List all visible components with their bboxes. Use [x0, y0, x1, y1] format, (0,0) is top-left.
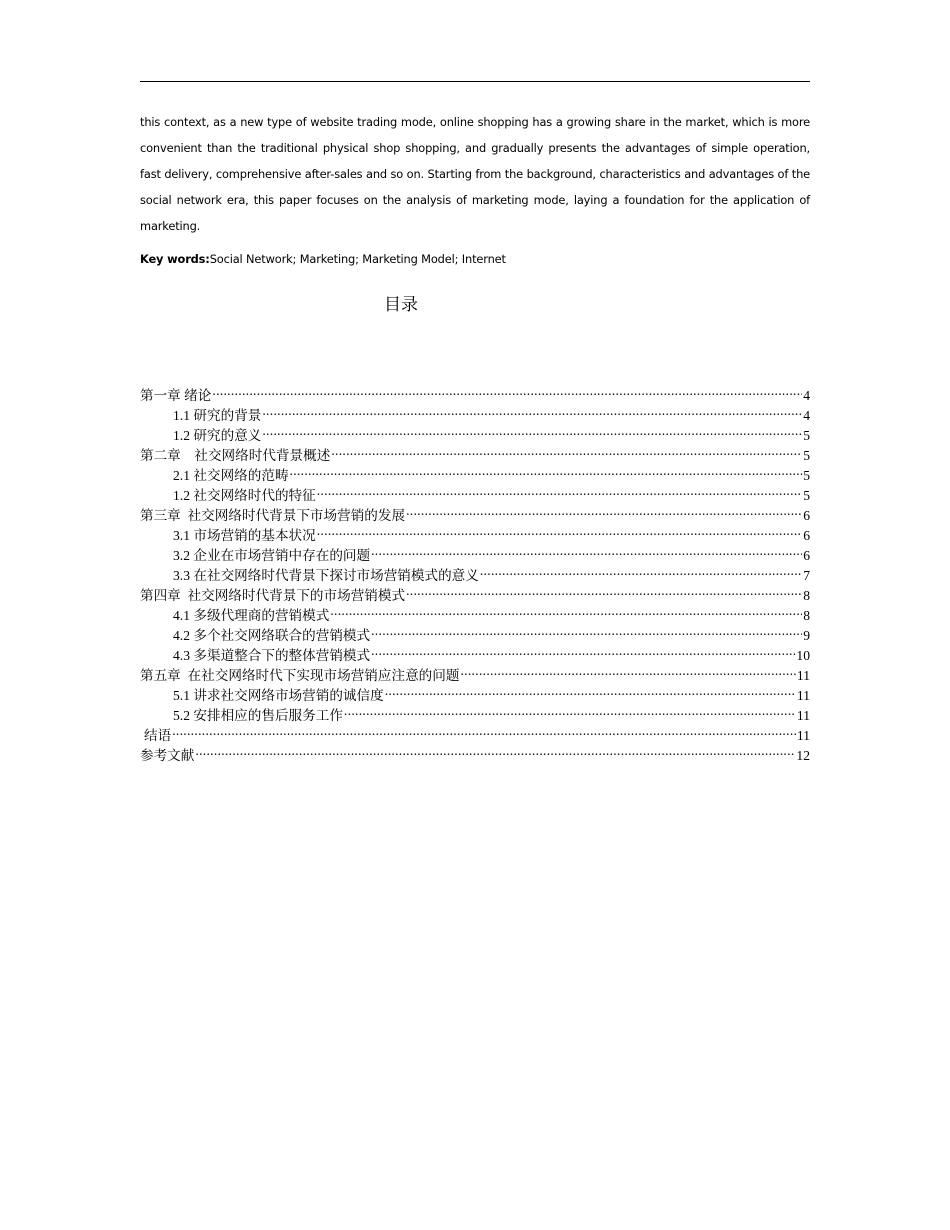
toc-leader-dots	[262, 400, 802, 420]
toc-entry-label: 1.2 研究的意义	[173, 428, 262, 443]
toc-entry-label: 参考文献	[140, 748, 195, 763]
toc-entry-label: 1.2 社交网络时代的特征	[173, 488, 316, 503]
toc-entry-label: 4.3 多渠道整合下的整体营销模式	[173, 648, 371, 663]
table-of-contents	[140, 380, 810, 763]
toc-entry-1-1[interactable]	[140, 400, 810, 423]
toc-leader-dots	[371, 640, 795, 660]
toc-entry-page: 7	[803, 568, 810, 583]
toc-entry-page: 5	[803, 468, 810, 483]
toc-leader-dots	[460, 660, 795, 680]
toc-leader-dots	[331, 440, 802, 460]
toc-entry-page: 5	[803, 428, 810, 443]
toc-leader-dots	[406, 500, 802, 520]
toc-leader-dots	[290, 460, 803, 480]
toc-leader-dots	[212, 380, 802, 400]
toc-entry-page: 8	[803, 608, 810, 623]
toc-leader-dots	[262, 420, 802, 440]
header-rule	[140, 81, 810, 82]
toc-entry-chapter-1[interactable]	[140, 380, 810, 403]
toc-entry-page: 10	[796, 648, 810, 663]
toc-leader-dots	[480, 560, 802, 580]
toc-leader-dots	[330, 600, 802, 620]
toc-leader-dots	[317, 480, 802, 500]
toc-leader-dots	[317, 520, 802, 540]
toc-entry-references[interactable]	[140, 740, 810, 763]
toc-entry-label: 1.1 研究的背景	[173, 408, 262, 423]
toc-entry-page: 11	[796, 728, 810, 743]
toc-leader-dots	[371, 620, 802, 640]
keywords-label: Key words:	[140, 252, 210, 266]
toc-entry-page: 8	[803, 588, 810, 603]
toc-entry-page: 11	[796, 688, 810, 703]
toc-entry-page: 11	[796, 668, 810, 683]
toc-title: 目录	[384, 295, 418, 315]
toc-leader-dots	[344, 700, 796, 720]
toc-entry-page: 6	[803, 528, 810, 543]
keywords-value: Social Network; Marketing; Marketing Model; Internet	[209, 252, 506, 266]
keywords-line	[140, 250, 810, 268]
toc-entry-label: 第四章 社交网络时代背景下的市场营销模式	[140, 588, 406, 603]
toc-leader-dots	[406, 580, 802, 600]
toc-entry-page: 5	[803, 448, 810, 463]
toc-entry-page: 11	[796, 708, 810, 723]
toc-entry-page: 6	[803, 508, 810, 523]
abstract-paragraph: this context, as a new type of website trading mode, online shopping has a growing share in the market, which is more convenient than the traditional physical shop shopping, and gradually presents the advantages of simple operation, fast delivery, comprehensive after-sales and so on. Starting from the background, characteristics and advantages of the social network era, this paper focuses on the analysis of marketing mode, laying a foundation for the application of marketing.	[140, 115, 810, 233]
toc-leader-dots	[195, 740, 795, 760]
toc-leader-dots	[371, 540, 802, 560]
toc-entry-label: 结语	[144, 728, 172, 743]
toc-leader-dots	[172, 720, 796, 740]
toc-entry-label: 3.2 企业在市场营销中存在的问题	[173, 548, 371, 563]
toc-entry-page: 6	[803, 548, 810, 563]
toc-entry-label: 第五章 在社交网络时代下实现市场营销应注意的问题	[140, 668, 460, 683]
toc-entry-page: 5	[803, 488, 810, 503]
toc-entry-label: 2.1 社交网络的范畴	[173, 468, 289, 483]
toc-entry-label: 3.3 在社交网络时代背景下探讨市场营销模式的意义	[173, 568, 479, 583]
toc-entry-page: 9	[803, 628, 810, 643]
toc-entry-page: 4	[803, 408, 810, 423]
toc-entry-label: 3.1 市场营销的基本状况	[173, 528, 316, 543]
toc-entry-label: 第三章 社交网络时代背景下市场营销的发展	[140, 508, 406, 523]
toc-entry-label: 5.2 安排相应的售后服务工作	[173, 708, 343, 723]
toc-entry-label: 5.1 讲求社交网络市场营销的诚信度	[173, 688, 384, 703]
toc-entry-page: 12	[796, 748, 810, 763]
toc-entry-label: 4.1 多级代理商的营销模式	[173, 608, 330, 623]
toc-entry-label: 4.2 多个社交网络联合的营销模式	[173, 628, 371, 643]
toc-leader-dots	[385, 680, 796, 700]
toc-entry-page: 4	[803, 388, 810, 403]
toc-entry-label: 第一章 绪论	[140, 388, 212, 403]
toc-entry-label: 第二章 社交网络时代背景概述	[140, 448, 331, 463]
toc-entry-conclusion[interactable]	[140, 720, 810, 743]
